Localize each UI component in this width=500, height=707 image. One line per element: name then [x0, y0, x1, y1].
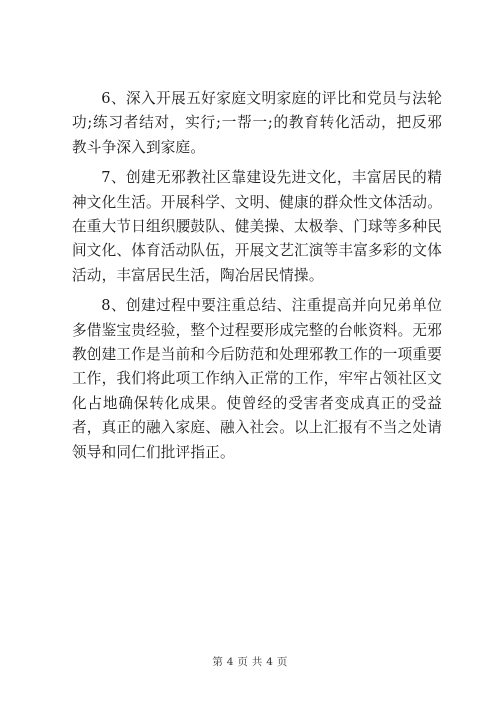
page-footer: 第 4 页 共 4 页	[212, 656, 288, 668]
paragraph-7: 7、创建无邪教社区靠建设先进文化，丰富居民的精神文化生活。开展科学、文明、健康的群众性文体活动。在重大节日组织腰鼓队、健美操、太极拳、门球等多种民间文化、体育活动队伍，开展文艺汇演等丰富多彩的文体活动，丰富居民生活，陶冶居民情操。	[72, 169, 442, 284]
paragraph-6: 6、深入开展五好家庭文明家庭的评比和党员与法轮功;练习者结对，实行;一帮一;的教育转化活动，把反邪教斗争深入到家庭。	[72, 90, 442, 156]
document-body	[72, 87, 442, 471]
paragraph-8: 8、创建过程中要注重总结、注重提高并向兄弟单位多借鉴宝贵经验，整个过程要形成完整的台帐资料。无邪教创建工作是当前和今后防范和处理邪教工作的一项重要工作，我们将此项工作纳入正常的工作，牢牢占领社区文化占地确保转化成果。使曾经的受害者变成真正的受益者，真正的融入家庭、融入社会。以上汇报有不当之处请领导和同仁们批评指正。	[72, 297, 442, 461]
